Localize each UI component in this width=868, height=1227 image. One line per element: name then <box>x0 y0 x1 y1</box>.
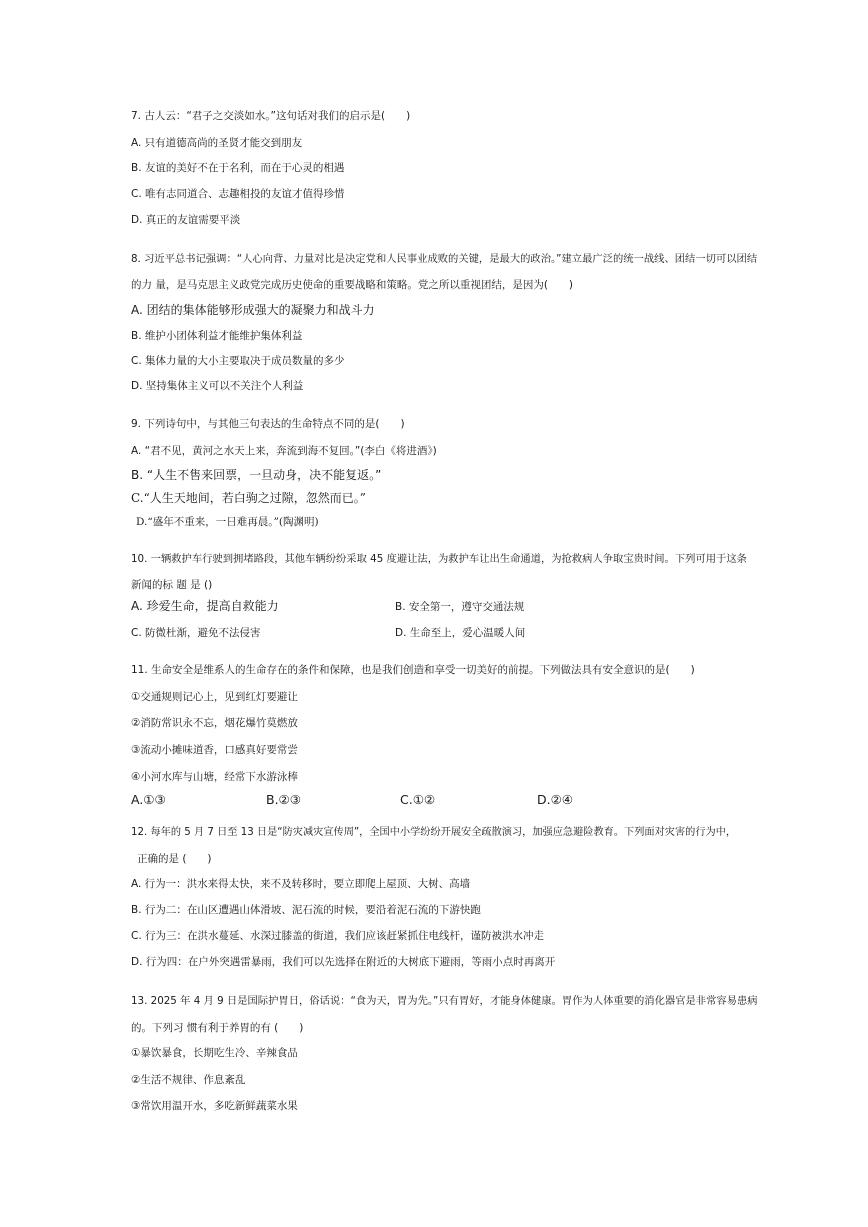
q7-option-b: B. 友谊的美好不在于名利，而在于心灵的相遇 <box>131 162 345 174</box>
q12-option-a: A. 行为一：洪水来得太快，来不及转移时，要立即爬上屋顶、大树、高墙 <box>131 878 471 890</box>
q8-stem-line2: 的力 量，是马克思主义政党完成历史使命的重要战略和策略。党之所以重视团结，是因为( ) <box>131 279 574 291</box>
q11-option-b: B.②③ <box>266 792 301 807</box>
q11-item-4: ④小河水库与山塘，经常下水游泳棒 <box>131 771 298 783</box>
q8-option-a: A. 团结的集体能够形成强大的凝聚力和战斗力 <box>131 303 375 317</box>
q13-item-3: ③常饮用温开水，多吃新鲜蔬菜水果 <box>131 1100 298 1112</box>
q13-item-1: ①暴饮暴食，长期吃生冷、辛辣食品 <box>131 1047 298 1059</box>
q7-option-c: C. 唯有志同道合、志趣相投的友谊才值得珍惜 <box>131 188 345 200</box>
q11-stem: 11. 生命安全是维系人的生命存在的条件和保障，也是我们创造和享受一切美好的前提。下列做法具有安全意识的是( ) <box>131 664 695 676</box>
q11-item-3: ③流动小摊味道香，口感真好要常尝 <box>131 744 298 756</box>
q7-stem: 7. 古人云：“君子之交淡如水。”这句话对我们的启示是( ) <box>131 110 411 122</box>
q10-stem-line1: 10. 一辆救护车行驶到拥堵路段，其他车辆纷纷采取 45 度避让法，为救护车让出生命通道，为抢救病人争取宝贵时间。下列可用于这条 <box>131 553 747 565</box>
q9-stem: 9. 下列诗句中，与其他三句表达的生命特点不同的是( ) <box>131 418 405 430</box>
q9-option-b: B. “人生不售来回票，一旦动身，决不能复返。” <box>131 468 382 482</box>
q8-stem-line1: 8. 习近平总书记强调：“人心向背、力量对比是决定党和人民事业成败的关键，是最大的政治。”建立最广泛的统一战线、团结一切可以团结 <box>131 253 758 265</box>
q13-stem-line2: 的。下列习 惯有利于养胃的有 ( ) <box>131 1022 304 1034</box>
q12-option-c: C. 行为三：在洪水蔓延、水深过膝盖的街道，我们应该赶紧抓住电线杆，谨防被洪水冲走 <box>131 930 545 942</box>
q8-option-c: C. 集体力量的大小主要取决于成员数量的多少 <box>131 355 345 367</box>
q10-option-c: C. 防微杜渐，避免不法侵害 <box>131 627 261 639</box>
q12-stem-line2: 正确的是 ( ) <box>137 853 212 865</box>
q13-stem-line1: 13. 2025 年 4 月 9 日是国际护胃日，俗话说：“食为天，胃为先。”只有胃好，才能身体健康。胃作为人体重要的消化器官是非常容易患病 <box>131 995 758 1007</box>
q12-stem-line1: 12. 每年的 5 月 7 日至 13 日是“防灾减灾宣传周”，全国中小学纷纷开展安全疏散演习，加强应急避险教育。下列面对灾害的行为中， <box>131 827 737 838</box>
q11-item-1: ①交通规则记心上，见到红灯要避让 <box>131 691 298 703</box>
q8-option-b: B. 维护小团体利益才能维护集体利益 <box>131 330 303 342</box>
q9-option-c: C.“人生天地间，若白驹之过隙，忽然而已。” <box>131 491 366 505</box>
q10-stem-line2: 新闻的标 题 是 () <box>131 579 213 591</box>
q11-option-a: A.①③ <box>131 792 166 807</box>
q7-option-a: A. 只有道德高尚的圣贤才能交到朋友 <box>131 137 303 149</box>
q11-option-d: D.②④ <box>537 792 574 807</box>
q7-option-d: D. 真正的友谊需要平淡 <box>131 214 241 226</box>
q9-option-a: A. “君不见，黄河之水天上来，奔流到海不复回。”(李白《将进酒》) <box>131 445 437 457</box>
q10-option-d: D. 生命至上，爱心温暖人间 <box>395 627 526 639</box>
q10-option-b: B. 安全第一，遵守交通法规 <box>395 601 525 613</box>
q13-item-2: ②生活不规律、作息紊乱 <box>131 1074 246 1086</box>
q11-option-c: C.①② <box>400 792 436 807</box>
q12-option-d: D. 行为四：在户外突遇雷暴雨，我们可以先选择在附近的大树底下避雨，等雨小点时再离开 <box>131 956 556 968</box>
q10-option-a: A. 珍爱生命，提高自救能力 <box>131 599 279 613</box>
q11-item-2: ②消防常识永不忘，烟花爆竹莫燃放 <box>131 717 298 729</box>
q12-option-b: B. 行为二：在山区遭遇山体滑坡、泥石流的时候，要沿着泥石流的下游快跑 <box>131 904 481 916</box>
q9-option-d: D.“盛年不重来，一日难再晨。”(陶渊明) <box>136 516 319 528</box>
q8-option-d: D. 坚持集体主义可以不关注个人利益 <box>131 380 304 392</box>
